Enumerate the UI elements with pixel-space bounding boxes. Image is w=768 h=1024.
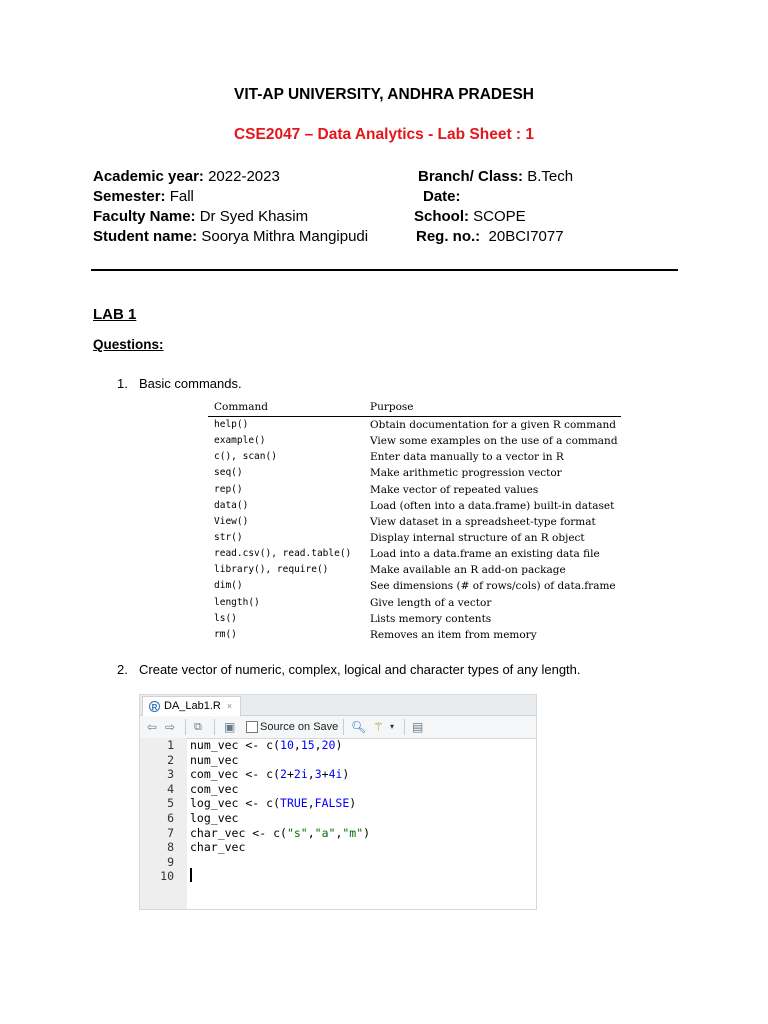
line-number: 10: [160, 869, 174, 884]
chevron-down-icon[interactable]: ▾: [390, 722, 395, 731]
purpose-cell: Removes an item from memory: [370, 628, 537, 641]
command-table-row: [208, 546, 621, 562]
command-cell: length(): [214, 596, 260, 608]
branch-value: B.Tech: [527, 168, 574, 185]
date-label: Date:: [423, 188, 461, 205]
question-1-number: 1.: [117, 376, 128, 391]
lab-heading: LAB 1: [93, 306, 137, 323]
text-cursor: [190, 868, 192, 882]
command-cell: data(): [214, 499, 249, 511]
code-tools-wand-icon[interactable]: ⚚: [373, 720, 384, 734]
header-command: Command: [214, 401, 269, 413]
purpose-cell: Display internal structure of an R object: [370, 531, 585, 544]
command-cell: help(): [214, 419, 249, 430]
command-table-row: [208, 562, 621, 578]
back-arrow-icon[interactable]: ⇦: [147, 720, 158, 734]
academic-year-label: Academic year:: [93, 168, 204, 185]
command-table-row: [208, 449, 621, 465]
branch-label: Branch/ Class:: [418, 168, 524, 185]
r-file-icon: R: [149, 701, 160, 712]
code-text[interactable]: num_vec <- c(10,15,20): [190, 738, 343, 752]
save-icon[interactable]: ▣: [224, 720, 236, 734]
purpose-cell: View some examples on the use of a command: [370, 435, 618, 448]
editor-tab-label: DA_Lab1.R: [164, 700, 221, 712]
line-number: 7: [167, 825, 174, 840]
code-text[interactable]: log_vec <- c(TRUE,FALSE): [190, 796, 357, 811]
faculty-field: [93, 208, 308, 225]
code-text[interactable]: com_vec <- c(2+2i,3+4i): [190, 767, 350, 782]
r-editor-screenshot: [139, 694, 537, 910]
command-table-row: [208, 627, 621, 643]
line-number: 4: [167, 781, 174, 796]
student-field: [93, 228, 368, 245]
questions-heading: Questions:: [93, 337, 164, 352]
purpose-cell: Make available an R add-on package: [370, 564, 566, 577]
command-cell: seq(): [214, 467, 243, 479]
university-title: VIT-AP UNIVERSITY, ANDHRA PRADESH: [234, 86, 534, 103]
command-table-row: [208, 498, 621, 514]
reg-no-field: [416, 228, 564, 245]
date-field: [423, 188, 461, 205]
code-text[interactable]: com_vec: [190, 781, 239, 796]
student-label: Student name:: [93, 228, 198, 245]
faculty-value: Dr Syed Khasim: [199, 208, 309, 225]
purpose-cell: Make vector of repeated values: [370, 483, 539, 496]
command-cell: c(), scan(): [214, 451, 277, 463]
command-table-row: [208, 433, 621, 449]
purpose-cell: Load into a data.frame an existing data file: [370, 548, 600, 561]
semester-label: Semester:: [93, 188, 166, 205]
command-cell: ls(): [214, 612, 237, 624]
line-number: 3: [167, 767, 174, 782]
command-table-header: [208, 399, 621, 417]
line-number: 9: [167, 854, 174, 869]
school-value: SCOPE: [473, 208, 526, 225]
command-cell: rm(): [214, 628, 237, 640]
editor-toolbar: [140, 716, 536, 739]
command-table-row: [208, 417, 621, 433]
purpose-cell: Give length of a vector: [370, 596, 492, 609]
command-cell: dim(): [214, 580, 243, 592]
close-tab-icon[interactable]: ×: [226, 701, 233, 711]
source-on-save-label: Source on Save: [260, 721, 339, 733]
code-text[interactable]: num_vec: [190, 752, 239, 767]
line-number: 5: [167, 796, 174, 811]
academic-year-value: 2022-2023: [208, 168, 280, 185]
line-number: 1: [167, 738, 174, 752]
code-text[interactable]: char_vec: [190, 840, 246, 855]
code-text[interactable]: log_vec: [190, 811, 239, 825]
purpose-cell: Obtain documentation for a given R command: [370, 419, 616, 431]
source-on-save-checkbox[interactable]: [246, 721, 258, 733]
line-number: 2: [167, 752, 174, 767]
command-table-row: [208, 595, 621, 611]
lab-sheet-title: CSE2047 – Data Analytics - Lab Sheet : 1: [233, 126, 535, 143]
purpose-cell: Lists memory contents: [370, 612, 492, 625]
semester-value: Fall: [169, 188, 194, 205]
command-table: [208, 399, 621, 643]
school-field: [414, 208, 526, 225]
school-label: School:: [414, 208, 469, 225]
faculty-label: Faculty Name:: [93, 208, 196, 225]
purpose-cell: See dimensions (# of rows/cols) of data.frame: [370, 580, 616, 593]
command-cell: rep(): [214, 483, 243, 495]
command-cell: read.csv(), read.table(): [214, 548, 352, 560]
purpose-cell: Make arithmetic progression vector: [370, 467, 562, 480]
header-purpose: Purpose: [370, 401, 414, 413]
command-table-row: [208, 465, 621, 481]
command-table-row: [208, 482, 621, 498]
purpose-cell: Load (often into a data.frame) built-in dataset: [370, 499, 615, 512]
line-number: 8: [167, 840, 174, 855]
purpose-cell: Enter data manually to a vector in R: [370, 451, 564, 464]
question-1-text: Basic commands.: [139, 376, 242, 391]
editor-tab[interactable]: [142, 696, 241, 716]
line-number: 6: [167, 811, 174, 825]
purpose-cell: View dataset in a spreadsheet-type format: [370, 515, 596, 528]
question-2-text: Create vector of numeric, complex, logical and character types of any length.: [139, 662, 581, 677]
reg-no-label: Reg. no.:: [416, 228, 481, 245]
show-in-window-icon[interactable]: ⧉: [194, 721, 202, 733]
compile-report-icon[interactable]: ▤: [412, 720, 424, 734]
code-text[interactable]: char_vec <- c("s","a","m"): [190, 825, 371, 840]
command-table-row: [208, 530, 621, 546]
command-cell: View(): [214, 515, 249, 527]
editor-tab-bar: [140, 695, 536, 716]
branch-field: [418, 168, 573, 185]
command-cell: str(): [214, 531, 243, 543]
command-cell: example(): [214, 435, 266, 447]
search-icon[interactable]: 🔍︎: [351, 720, 367, 734]
command-table-row: [208, 578, 621, 594]
student-value: Soorya Mithra Mangipudi: [201, 228, 369, 245]
reg-no-value: 20BCI7077: [488, 228, 564, 245]
question-2-number: 2.: [117, 662, 128, 677]
command-table-row: [208, 514, 621, 530]
command-table-row: [208, 611, 621, 627]
academic-year-field: [93, 168, 280, 185]
forward-arrow-icon[interactable]: ⇨: [165, 720, 176, 734]
semester-field: [93, 188, 194, 205]
horizontal-divider: [91, 269, 678, 271]
command-cell: library(), require(): [214, 564, 329, 576]
